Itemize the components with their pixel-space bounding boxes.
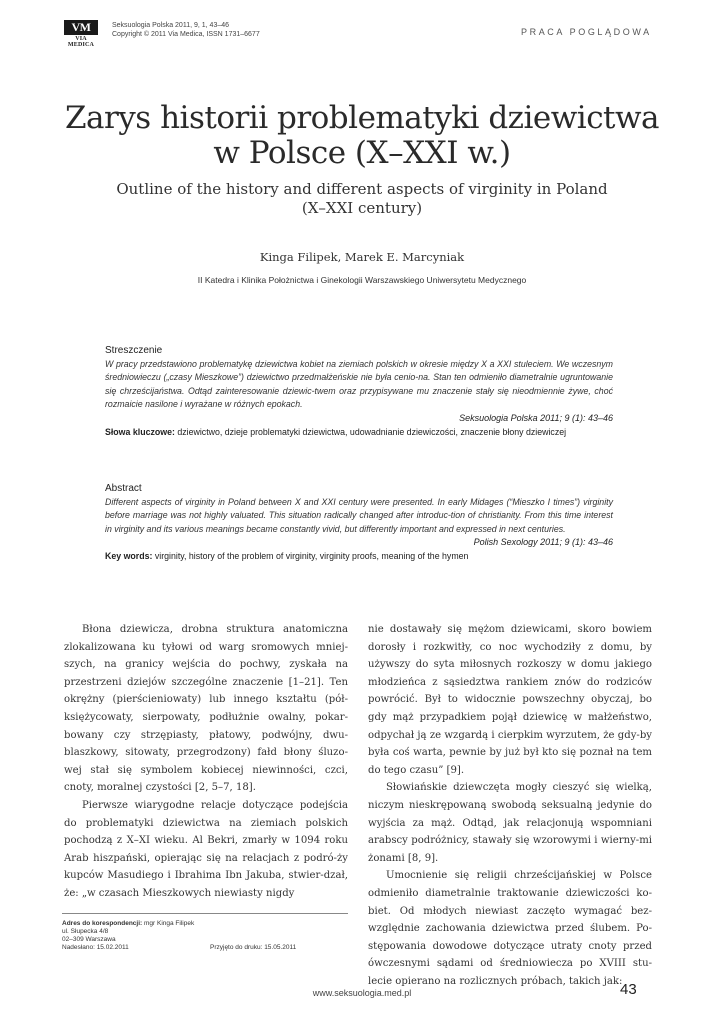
article-type: PRACA POGLĄDOWA [521,27,652,37]
keywords-label-pl: Słowa kluczowe: [105,426,175,437]
logo-text: VIA MEDICA [67,36,95,48]
streszczenie-block [105,344,613,439]
body-paragraph: Słowiańskie dziewczęta mogły cieszyć się wielką, niczym nieskrępowaną swobodą seksualną jedynie do wyjścia za mąż. Odtąd, jak relacjonują wspomniani arabscy podróżnicy, stawały się wzorowymi i wierny-mi żonami [8, 9]. [368,782,652,864]
abstract-keywords [105,550,613,564]
dates-row [62,944,348,952]
body-paragraph: nie dostawały się mężom dziewicami, skoro bowiem dorosły i rozkwitły, co noc wychodziły z domu, by używszy do syta miłosnych rozkoszy w domu jakiego młodzieńca z sąsiedztwa rankiem znów do rodziców powrócić. Był to widocznie powszechny obyczaj, bo gdy mąż przypadkiem pojął dziewicę w małżeństwo, odpychał ją ze wzgardą i cierpkim wyrzutem, że gdy-by była coś warta, pewnie by już był kto się poznał na tem do tego czasu” [9]. [368,624,652,776]
title-polish [40,101,684,171]
title-english [60,180,664,218]
date-accepted: Przyjęto do druku: 15.05.2011 [210,944,297,951]
keywords-en: virginity, history of the problem of virginity, virginity proofs, meaning of the hymen [152,550,469,561]
streszczenie-text: W pracy przedstawiono problematykę dziewictwa kobiet na ziemiach polskich w okresie między X a XXI stuleciem. We wczesnym średniowieczu („czasy Mieszkowe”) dziewictwo przedmałżeńskie nie była cenio-na. Stan ten odmieniło diametralnie ugruntowanie się chrześcijaństwa. Odtąd zainteresowanie dziewic-twem oraz przypisywane mu znaczenie stały się nieodmiennie żywe, choć rozmaicie nasilone i wyrażane w różnych epokach. [105,358,613,410]
abstract-heading: Abstract [105,483,142,494]
correspondence-street: ul. Słupecka 4/8 [62,928,109,935]
streszczenie-keywords [105,426,613,440]
body-paragraph: Błona dziewicza, drobna struktura anatomiczna zlokalizowana ku tyłowi od warg sromowych mniej-szych, na granicy wejścia do pochwy, zyskała na przestrzeni dziejów szczególne znaczenie [1–21]. Ten okrężny (pierścieniowaty) lub innego kształtu (pół-księżycowaty, sierpowaty, podłużnie owalny, pokar-bowany czy strzępiasty, płatowy, podwójny, dwu-blaszkowy, sitowaty, przegrodzony) fałd błony śluzo-wej stał się symbolem kobiecej niewinności, czci, cnoty, moralnej czystości [2, 5–7, 18]. [64,624,348,794]
abstract-text: Different aspects of virginity in Poland between X and XXI century were presented. In early Midages (“Mieszko I times”) virginity before marriage was not highly valuated. This situation radically changed after introduc-tion of christianity. From this time interest in virginity and its various meanings became constantly vivid, but differently important and expressed in next centuries. [105,496,613,534]
page-number: 43 [620,981,637,998]
affiliation: II Katedra i Klinika Położnictwa i Ginekologii Warszawskiego Uniwersytetu Medycznego [197,275,527,285]
correspondence-city: 02–309 Warszawa [62,936,116,943]
journal-info [112,21,260,39]
correspondence-box [62,913,348,952]
journal-copyright: Copyright © 2011 Via Medica, ISSN 1731–6677 [112,31,260,38]
keywords-label-en: Key words: [105,550,153,561]
journal-url: www.seksuologia.med.pl [312,988,412,998]
body-paragraph: Pierwsze wiarygodne relacje dotyczące podejścia do problematyki dziewictwa na ziemiach polskich pochodzą z X–XI wieku. Al Bekri, zmarły w 1094 roku Arab hiszpański, opierając się na relacjach z podró-ży kupców Masudiego i Ibrahima Ibn Jakuba, stwier-dzał, że: „w czasach Mieszkowych niewiasty nigdy [64,799,348,899]
title-english-line2: (X–XXI century) [301,199,423,217]
body-column-right [368,621,652,990]
streszczenie-reference: Seksuologia Polska 2011; 9 (1): 43–46 [459,412,613,423]
authors: Kinga Filipek, Marek E. Marcyniak [259,250,465,264]
body-paragraph: Umocnienie się religii chrześcijańskiej w Polsce odmieniło diametralnie traktowanie dziewiczości ko-biet. Od młodych niewiast zaczęto wymagać bez-względnie zachowania dziewictwa przed ślubem. Po-stępowania dowodowe dotyczące utraty cnoty przed ówczesnymi sądami od średniowiecza po XVIII stu-lecie opierano na rozlicznych próbach, takich jak: [368,870,652,987]
date-sent: Nadesłano: 15.02.2011 [62,944,129,951]
correspondence-label: Adres do korespondencji: [62,920,143,927]
logo-mark: VM [64,20,98,35]
publisher-logo [62,20,100,48]
streszczenie-heading: Streszczenie [105,345,163,356]
journal-citation: Seksuologia Polska 2011, 9, 1, 43–46 [112,22,230,29]
correspondence-line [62,920,348,928]
correspondence-name: mgr Kinga Filipek [142,920,195,927]
body-column-left [64,621,348,903]
title-polish-line2: w Polsce (X–XXI w.) [213,135,511,171]
abstract-reference: Polish Sexology 2011; 9 (1): 43–46 [473,537,613,548]
abstract-block [105,482,613,564]
title-polish-line1: Zarys historii problematyki dziewictwa [64,100,660,136]
title-english-line1: Outline of the history and different aspects of virginity in Poland [116,180,608,198]
keywords-pl: dziewictwo, dzieje problematyki dziewictwa, udowadnianie dziewiczości, znaczenie błony dziewiczej [174,426,567,437]
